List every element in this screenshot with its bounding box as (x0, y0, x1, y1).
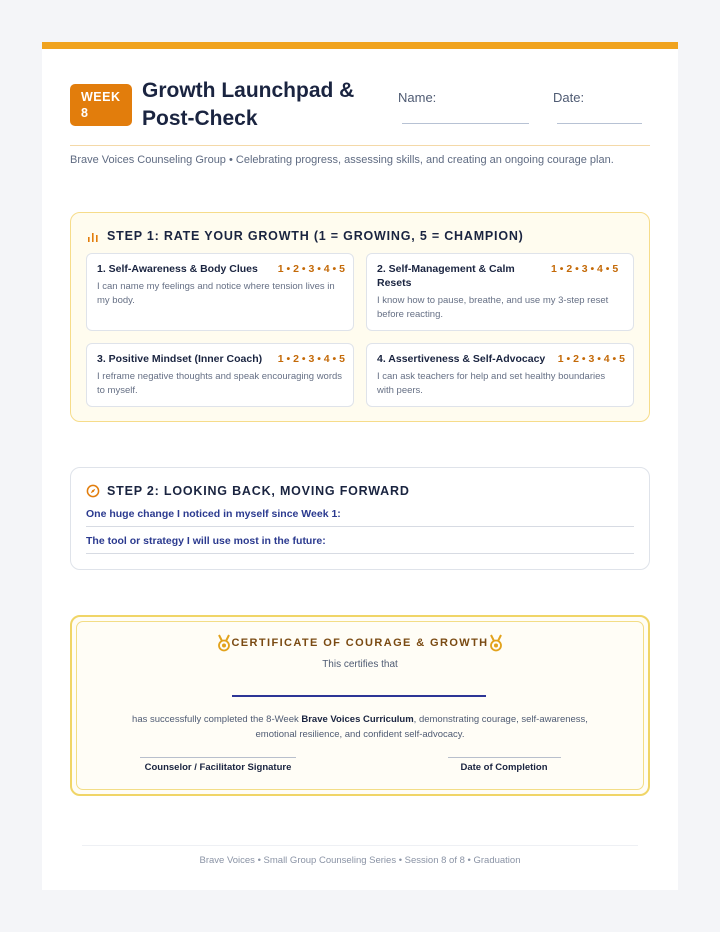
certificate-body (132, 712, 588, 742)
rating-card-3 (86, 343, 354, 407)
footer-divider (82, 845, 638, 846)
curriculum-name: Brave Voices Curriculum (301, 714, 414, 725)
worksheet-page (42, 42, 678, 890)
rating-card-title: 2. Self-Management & Calm Resets (377, 263, 515, 289)
step1-heading: STEP 1: RATE YOUR GROWTH (1 = GROWING, 5 = CHAMPION) (107, 229, 524, 243)
name-label: Name: (398, 90, 437, 105)
facilitator-signature-label: Counselor / Facilitator Signature (144, 762, 292, 773)
rating-card-desc: I can ask teachers for help and set healthy boundaries with peers. (377, 371, 606, 396)
week-badge-text: WEEK 8 (81, 90, 121, 120)
rating-card-desc: I can name my feelings and notice where tension lives in my body. (97, 281, 335, 306)
step2-heading: STEP 2: LOOKING BACK, MOVING FORWARD (107, 484, 410, 498)
bar-chart-icon (86, 229, 100, 243)
rating-card-title: 1. Self-Awareness & Body Clues (97, 263, 258, 275)
certificate-title: CERTIFICATE OF COURAGE & GROWTH (231, 637, 489, 649)
rating-card-2 (366, 253, 634, 331)
completion-date-line[interactable] (448, 757, 561, 758)
certificate-body-pre: has successfully completed the 8-Week (132, 714, 302, 725)
date-field[interactable] (557, 123, 642, 124)
answer-line-change[interactable] (86, 526, 634, 527)
page-footer: Brave Voices • Small Group Counseling Series • Session 8 of 8 • Graduation (199, 855, 521, 866)
rating-card-4 (366, 343, 634, 407)
recipient-name-line[interactable] (232, 695, 486, 697)
step1-section (70, 212, 650, 422)
prompt-tool: The tool or strategy I will use most in the future: (86, 535, 326, 547)
certificate (70, 615, 650, 796)
facilitator-signature-line[interactable] (140, 757, 296, 758)
rating-card-title: 4. Assertiveness & Self-Advocacy (377, 353, 546, 365)
answer-line-tool[interactable] (86, 553, 634, 554)
rating-scale[interactable]: 1 • 2 • 3 • 4 • 5 (277, 263, 345, 275)
rating-card-1 (86, 253, 354, 331)
name-field[interactable] (402, 123, 529, 124)
date-label: Date: (553, 90, 585, 105)
rating-scale[interactable]: 1 • 2 • 3 • 4 • 5 (551, 263, 619, 275)
rating-card-title: 3. Positive Mindset (Inner Coach) (97, 353, 263, 365)
rating-scale[interactable]: 1 • 2 • 3 • 4 • 5 (277, 353, 345, 365)
rating-card-desc: I reframe negative thoughts and speak encouraging words to myself. (97, 371, 343, 396)
page-title: Growth Launchpad & Post-Check (142, 79, 355, 130)
certifies-text: This certifies that (322, 659, 398, 670)
page-subtitle: Brave Voices Counseling Group • Celebrating progress, assessing skills, and creating an ongoing courage plan. (70, 154, 614, 166)
completion-date-label: Date of Completion (460, 762, 548, 773)
certificate-body-post: , demonstrating courage, self-awareness, emotional resilience, and confident self-advocacy. (255, 714, 588, 740)
medal-icon (488, 634, 504, 652)
rating-scale[interactable]: 1 • 2 • 3 • 4 • 5 (557, 353, 625, 365)
step2-section (70, 467, 650, 570)
compass-icon (86, 484, 100, 498)
prompt-change: One huge change I noticed in myself since Week 1: (86, 508, 341, 520)
header-divider (70, 145, 650, 146)
rating-card-desc: I know how to pause, breathe, and use my 3-step reset before reacting. (377, 295, 609, 320)
week-badge (70, 84, 132, 126)
